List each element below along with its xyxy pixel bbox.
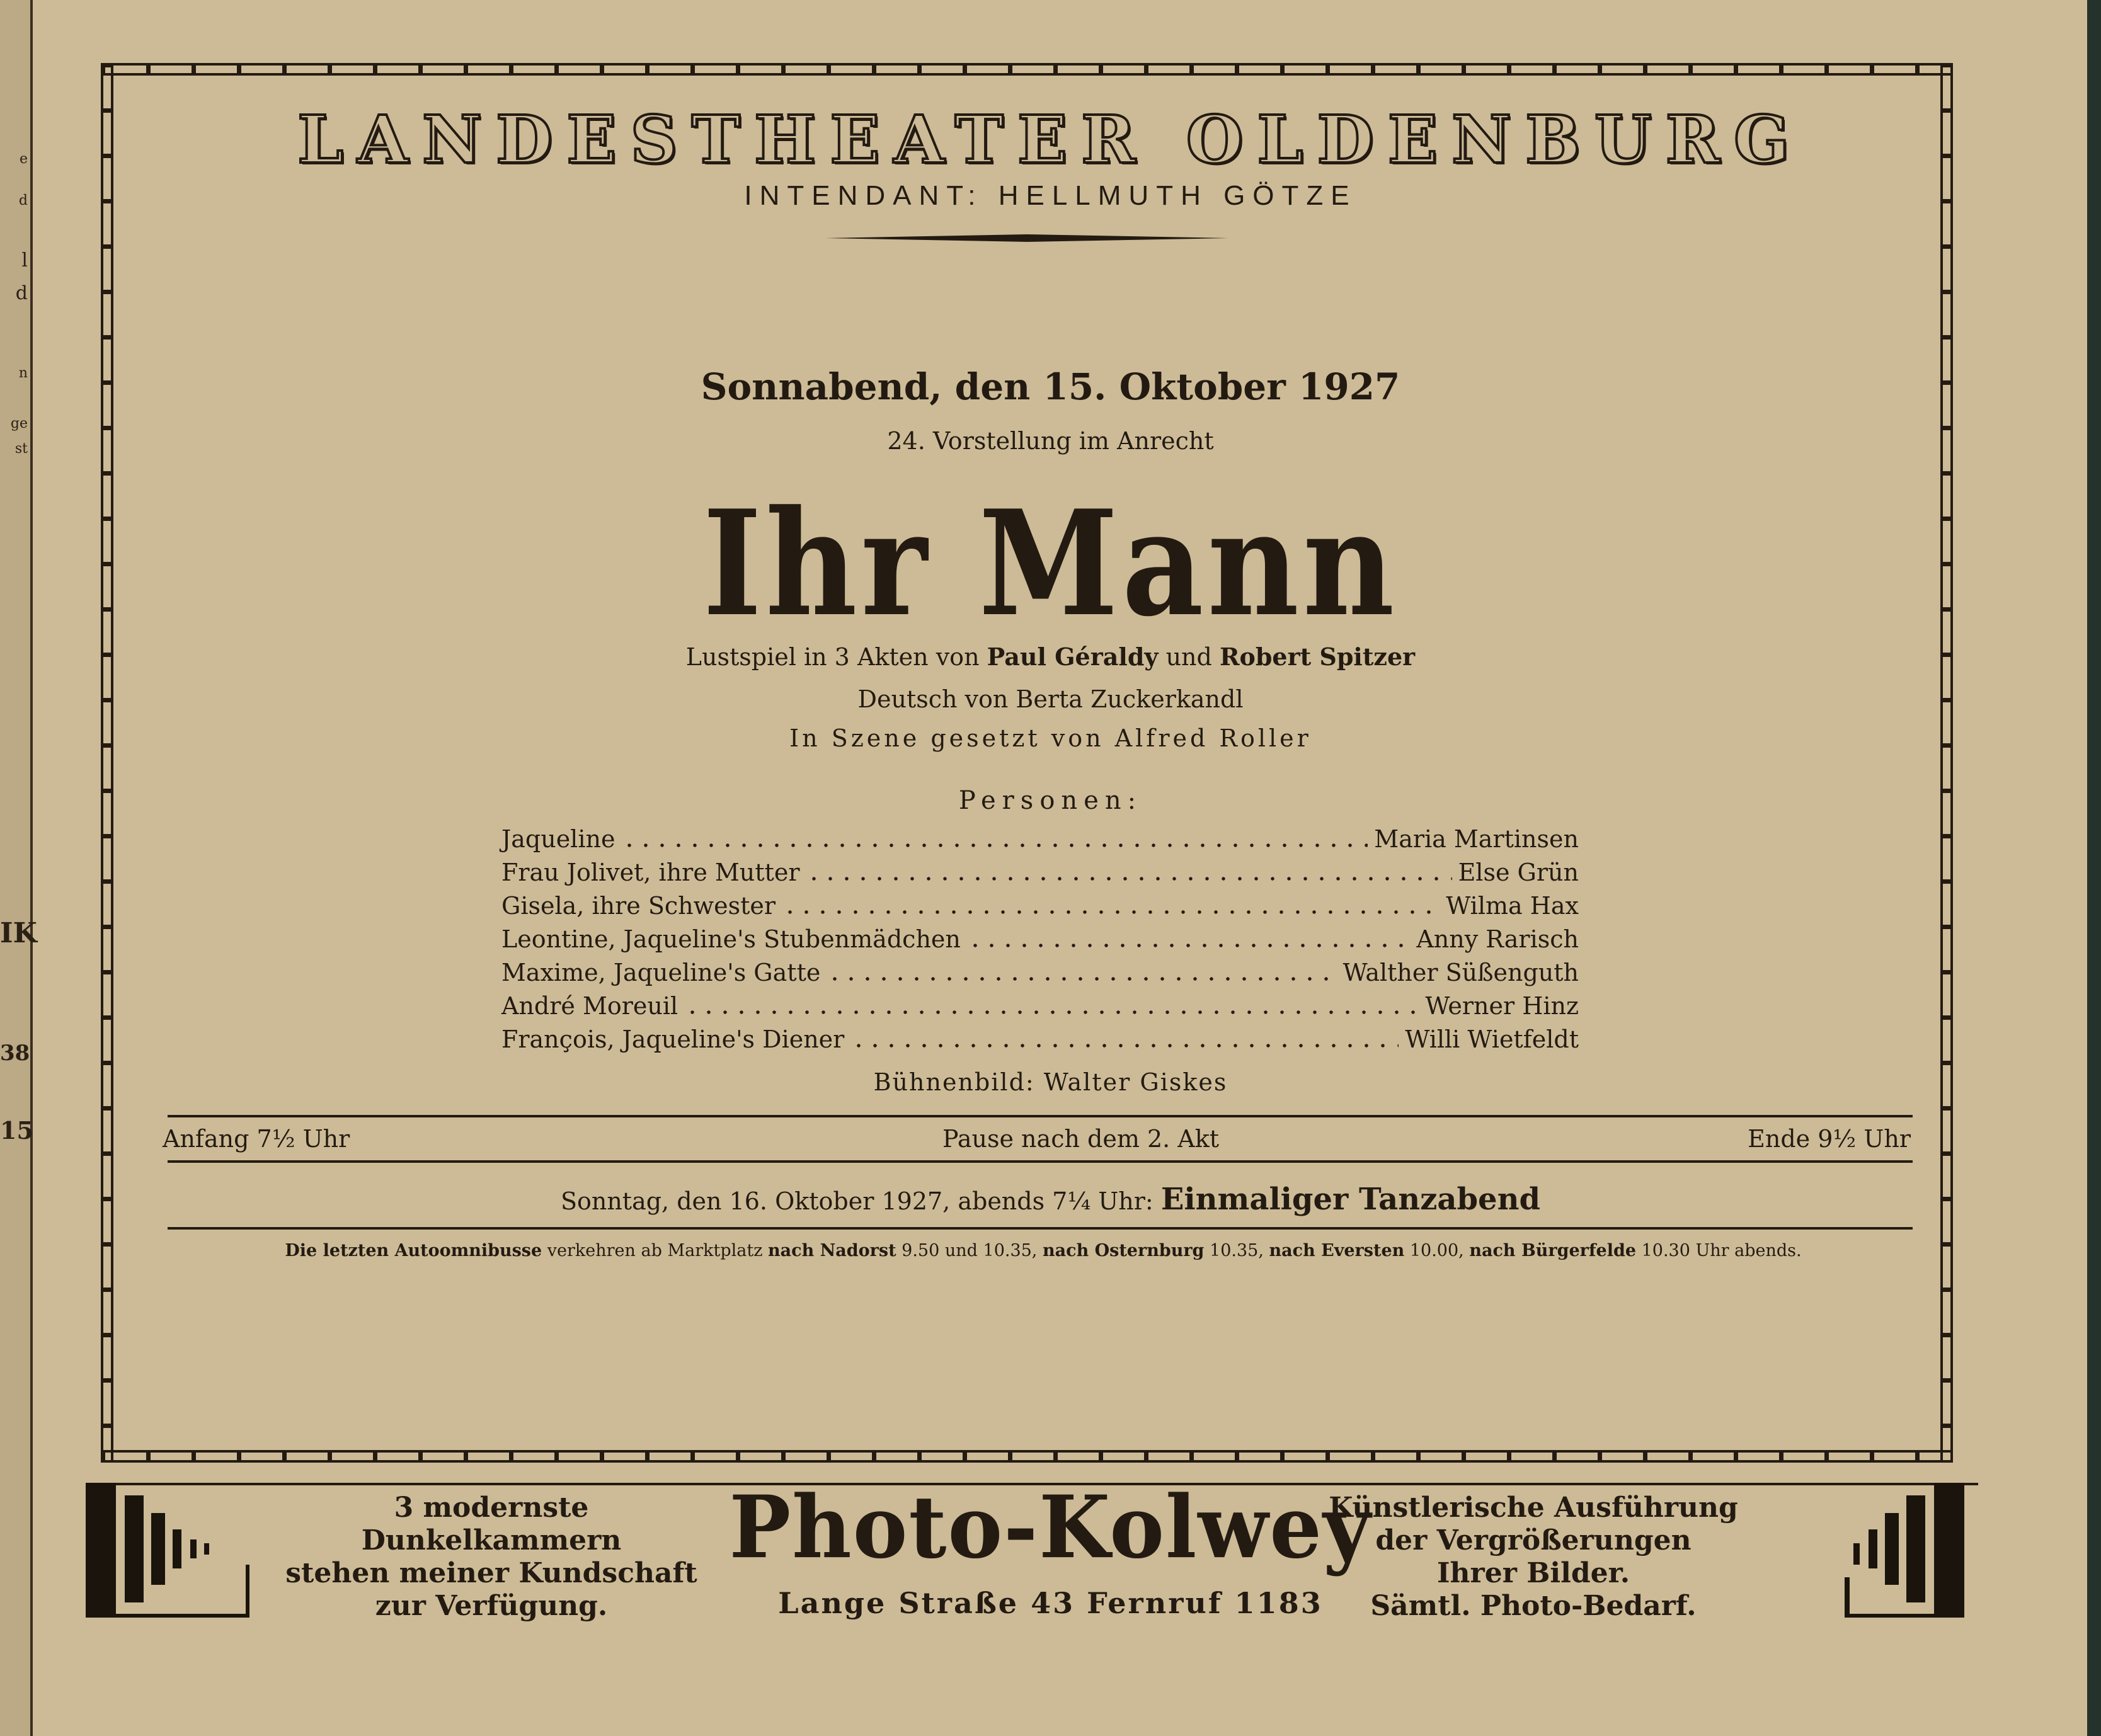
edge-fragment: n — [18, 365, 28, 381]
dot-leader — [827, 977, 1336, 981]
cast-row — [501, 859, 1579, 892]
ad-address: Lange Straße 43 Fernruf 1183 — [778, 1586, 1323, 1620]
start-time: Anfang 7½ Uhr — [163, 1125, 350, 1153]
bus-time: 10.35, — [1210, 1241, 1264, 1260]
direction-line: In Szene gesetzt von Alfred Roller — [789, 724, 1312, 752]
frame-bottom — [101, 1450, 1953, 1463]
edge-fragment: e — [19, 151, 28, 167]
bus-time: 9.50 und 10.35, — [902, 1241, 1038, 1260]
frame-top — [101, 63, 1953, 76]
rule-bottom — [168, 1160, 1913, 1163]
cast-row — [501, 825, 1579, 859]
cast-row — [501, 992, 1579, 1025]
bus-time: 10.00, — [1409, 1241, 1464, 1260]
ad-right-line: Künstlerische Ausführung — [1329, 1492, 1738, 1524]
cast-actor: Werner Hinz — [1425, 992, 1579, 1020]
cast-actor: Wilma Hax — [1446, 892, 1579, 920]
cast-role: Maxime, Jaqueline's Gatte — [501, 959, 821, 986]
cast-role: Jaqueline — [501, 825, 615, 853]
translation-line: Deutsch von Berta Zuckerkandl — [857, 685, 1244, 713]
bus-time: 10.30 Uhr abends. — [1641, 1241, 1802, 1260]
edge-fragment: IK — [0, 917, 37, 949]
cast-row — [501, 1025, 1579, 1059]
ad-left-line: 3 modernste — [394, 1492, 589, 1524]
cast-actor: Anny Rarisch — [1416, 925, 1579, 953]
right-bar-logo-icon — [1813, 1483, 1964, 1621]
rule-bus — [168, 1227, 1913, 1230]
theatre-name: LANDESTHEATER OLDENBURG — [297, 101, 1804, 178]
cast-row — [501, 892, 1579, 925]
ad-right-line: Ihrer Bilder. — [1436, 1557, 1630, 1589]
bus-dest: nach Osternburg — [1043, 1241, 1205, 1260]
rule-top — [168, 1115, 1913, 1117]
dot-leader — [782, 910, 1440, 914]
frame-left — [101, 63, 113, 1463]
bus-text: verkehren ab Marktplatz — [547, 1241, 763, 1260]
author-2: Robert Spitzer — [1219, 642, 1416, 671]
bus-dest: nach Nadorst — [768, 1241, 896, 1260]
dot-leader — [850, 1044, 1399, 1048]
cast-row — [501, 959, 1579, 992]
cast-role: François, Jaqueline's Diener — [501, 1025, 845, 1053]
performance-number: 24. Vorstellung im Anrecht — [887, 427, 1214, 455]
cast-actor: Willi Wietfeldt — [1405, 1025, 1579, 1053]
edge-fragment: st — [14, 441, 28, 457]
cast-actor: Maria Martinsen — [1374, 825, 1579, 853]
ad-brand: Photo-Kolwey — [729, 1476, 1372, 1578]
bus-dest: nach Eversten — [1269, 1241, 1405, 1260]
edge-fragment: 15 — [0, 1116, 33, 1145]
author-line — [0, 642, 2101, 671]
right-page-edge — [2087, 0, 2101, 1736]
frame-right — [1940, 63, 1953, 1463]
cast-role: Frau Jolivet, ihre Mutter — [501, 859, 800, 886]
dot-leader — [621, 843, 1368, 847]
dot-leader — [806, 877, 1451, 881]
next-event-date: Sonntag, den 16. Oktober 1927, abends 7¼ Uhr: — [560, 1187, 1154, 1215]
cast-role: Leontine, Jaqueline's Stubenmädchen — [501, 925, 961, 953]
dot-leader — [967, 944, 1410, 947]
ad-left-line: zur Verfügung. — [375, 1590, 608, 1622]
cast-role: Gisela, ihre Schwester — [501, 892, 776, 920]
edge-fragment: ge — [10, 416, 28, 431]
author-1: Paul Géraldy — [987, 642, 1159, 671]
edge-fragment: d — [18, 193, 28, 208]
intendant-line: INTENDANT: HELLMUTH GÖTZE — [744, 180, 1357, 211]
dot-leader — [684, 1010, 1419, 1014]
ad-left-line: Dunkelkammern — [361, 1524, 622, 1556]
bus-notice — [174, 1241, 1913, 1260]
bus-dest: nach Bürgerfelde — [1469, 1241, 1637, 1260]
edge-fragment: d — [15, 282, 28, 304]
cast-row — [501, 925, 1579, 959]
ad-right-text — [1313, 1492, 1754, 1623]
cast-actor: Else Grün — [1458, 859, 1579, 886]
end-time: Ende 9½ Uhr — [1748, 1125, 1911, 1153]
next-event-line — [0, 1182, 2101, 1217]
bus-intro: Die letzten Autoomnibusse — [285, 1241, 542, 1260]
play-title: Ihr Mann — [702, 479, 1399, 649]
author-mid: und — [1165, 643, 1212, 671]
edge-fragment: 38 — [0, 1041, 30, 1066]
next-event-title: Einmaliger Tanzabend — [1160, 1182, 1541, 1217]
persons-heading: Personen: — [958, 786, 1143, 815]
ad-left-line: stehen meiner Kundschaft — [285, 1557, 697, 1589]
pause-info: Pause nach dem 2. Akt — [942, 1125, 1220, 1153]
performance-date: Sonnabend, den 15. Oktober 1927 — [701, 365, 1400, 408]
edge-fragment: l — [21, 249, 28, 271]
cast-role: André Moreuil — [501, 992, 678, 1020]
ad-right-line: der Vergrößerungen — [1375, 1524, 1692, 1556]
ad-right-line: Sämtl. Photo-Bedarf. — [1370, 1590, 1697, 1622]
author-prefix: Lustspiel in 3 Akten von — [685, 643, 980, 671]
left-neighbour-column — [0, 0, 37, 1736]
stage-design-line: Bühnenbild: Walter Giskes — [873, 1068, 1228, 1096]
cast-list — [501, 825, 1579, 1059]
cast-actor: Walther Süßenguth — [1342, 959, 1579, 986]
